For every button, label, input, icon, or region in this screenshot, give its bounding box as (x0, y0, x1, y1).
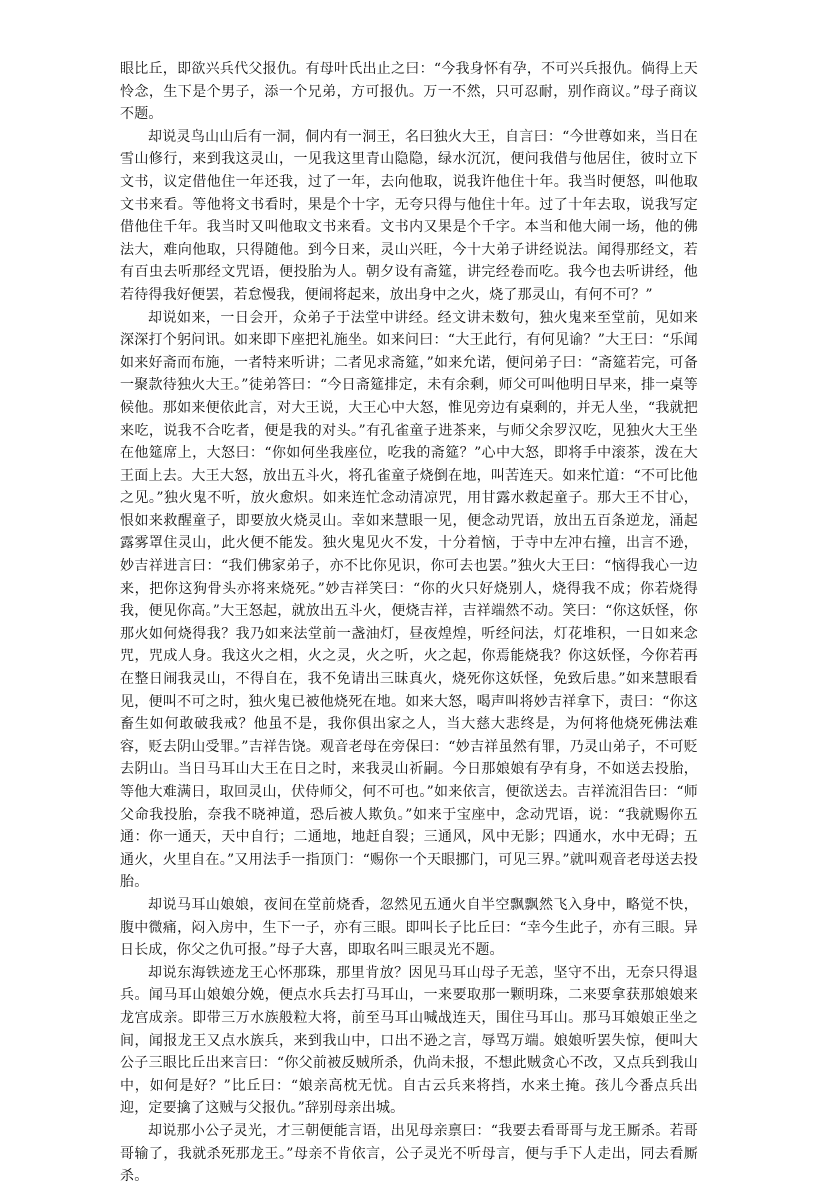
paragraph-5: 却说东海铁迹龙王心怀那珠，那里肯放？因见马耳山母子无恙，坚守不出，无奈只得退兵。闻马耳山娘娘分娩，便点水兵去打马耳山，一来要取那一颗明珠，二来要拿获那娘娘来龙宫成亲。即带三万水族般粒大将，前至马耳山喊战连天，围住马耳山。那马耳娘娘正坐之间，闻报龙王又点水族兵，来到我山中，口出不逊之言，辱骂万端。娘娘听罢失惊，便叫大公子三眼比丘出来言曰：“你父前被反贼所杀，仇尚未报，不想此贼贪心不改，又点兵到我山中，如何是好？”比丘曰：“娘亲高枕无忧。自古云兵来将挡，水来土掩。孩儿今番点兵出迎，定要擒了这贼与父报仇。”辞别母亲出城。 (120, 964, 698, 1117)
paragraph-3: 却说如来，一日会开，众弟子于法堂中讲经。经文讲未数句，独火鬼来至堂前，见如来深深打个躬问讯。如来即下座把礼施坐。如来问曰：“大王此行，有何见谕？”大王曰：“乐闻如来好斋而布施，一者特来听讲；二者见求斋筵，”如来允诺，便问弟子曰：“斋筵若完，可备一聚款待独火大王。”徒弟答曰：“今日斋筵排定，未有余剩，师父可叫他明日早来，排一桌等候他。那如来便依此言，对大王说，大王心中大怒，惟见旁边有桌剩的，并无人坐，“我就把来吃，说我不合吃者，便是我的对头。”有孔雀童子进茶来，与师父余罗汉吃，见独火大王坐在他筵席上，大怒曰：“你如何坐我座位，吃我的斋筵？”心中大怒，即将手中滚茶，泼在大王面上去。大王大怒，放出五斗火，将孔雀童子烧倒在地，叫苦连天。如来忙道：“不可比他之见。”独火鬼不听，放火愈炽。如来连忙念动清凉咒，用甘露水救起童子。那大王不甘心，恨如来救醒童子，即要放火烧灵山。幸如来慧眼一见，便念动咒语，放出五百条逆龙，涌起露雾罩住灵山，此火便不能发。独火鬼见火不发，十分着恼，于寺中左冲右撞，出言不逊，妙吉祥进言曰：“我们佛家弟子，亦不比你见识，你可去也罢。”独火大王曰：“恼得我心一边来，把你这狗骨头亦将来烧死。”妙吉祥笑曰：“你的火只好烧别人，烧得我不成；你若烧得我，便见你高。”大王怒起，就放出五斗火，便烧吉祥，吉祥端然不动。笑曰：“你这妖怪，你那火如何烧得我？我乃如来法堂前一盏油灯，昼夜煌煌，听经问法，灯花堆积，一日如来念咒，咒成人身。我这火之相，火之灵，火之听，火之起，你焉能烧我？你这妖怪，今你若再在整日闹我灵山，不得自在，我不免请出三昧真火，烧死你这妖怪，免致后患。”如来慧眼看见，便叫不可之时，独火鬼已被他烧死在地。如来大怒，喝声叫将妙吉祥拿下，责曰：“你这畜生如何敢破我戒？他虽不是，我你俱出家之人，当大慈大悲终是，为何将他烧死佛法难容，贬去阴山受罪。”吉祥告饶。观音老母在旁保曰：“妙吉祥虽然有罪，乃灵山弟子，不可贬去阴山。当日马耳山大王在日之时，来我灵山祈嗣。今日那娘娘有孕有身，不如送去投胎，等他大难满日，取回灵山，伏侍师父，何不可也。”如来依言，便欲送去。吉祥流泪告曰：“师父命我投胎，奈我不晓神道，恐后被人欺负。”如来于宝座中，念动咒语，说：“我就赐你五通：你一通天，天中自行；二通地，地赶自裂；三通风，风中无影；四通水，水中无碍；五通火，火里自在。”又用法手一指顶门：“赐你一个天眼挪门，可见三界。”就叫观音老母送去投胎。 (120, 309, 698, 891)
document-page (120, 58, 698, 1188)
paragraph-2: 却说灵鸟山山后有一洞，侗内有一洞王，名曰独火大王，自言曰：“今世尊如来，当日在雪山修行，来到我这灵山，一见我这里青山隐隐，绿水沉沉，便问我借与他居住，彼时立下文书，议定借他住一年还我，过了一年，去向他取，说我许他住十年。我当时便怒，叫他取文书来看。等他将文书看时，果是个十字，无夸只得与他住十年。过了十年去取，说我写定借他住千年。我当时又叫他取文书来看。文书内又果是个千字。本当和他大闹一场，他的佛法大，难向他取，只得随他。到今日来，灵山兴旺，今十大弟子讲经说法。闻得那经文，若有百虫去听那经文咒语，便投胎为人。朝夕设有斋筵，讲完经卷而吃。我今也去听讲经，他若待得我好便罢，若怠慢我，便闹将起来，放出身中之火，烧了那灵山，有何不可？” (120, 128, 698, 303)
paragraph-4: 却说马耳山娘娘，夜间在堂前烧香，忽然见五通火自半空飘飘然飞入身中，略觉不快，腹中微痛，闷入房中，生下一子，亦有三眼。即叫长子比丘曰：“幸今生此子，亦有三眼。异日长成，你父之仇可报。”母子大喜，即取名叫三眼灵光不题。 (120, 896, 698, 959)
paragraph-6: 却说那小公子灵光，才三朝便能言语，出见母亲禀曰：“我要去看哥哥与龙王厮杀。若哥哥输了，我就杀死那龙王。”母亲不肯依言，公子灵光不听母言，便与手下人走出，同去看厮杀。 (120, 1122, 698, 1185)
paragraph-1: 眼比丘，即欲兴兵代父报仇。有母叶氏出止之曰：“今我身怀有孕，不可兴兵报仇。倘得上天怜念，生下是个男子，添一个兄弟，方可报仇。万一不然，只可忍耐，别作商议。”母子商议不题。 (120, 61, 698, 123)
